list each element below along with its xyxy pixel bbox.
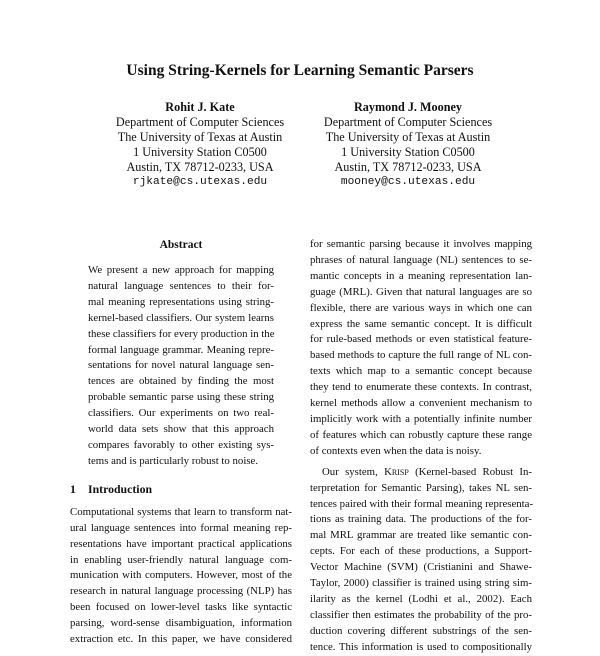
abstract-heading: Abstract — [159, 239, 203, 251]
body-line: mal MRL grammar are treated like semantic con- — [310, 529, 532, 542]
body-line: texts which map to a semantic concept because — [310, 365, 532, 378]
author-address-2: Austin, TX 78712-0233, USA — [334, 160, 482, 174]
section-number: 1 — [70, 481, 76, 496]
author-univ: The University of Texas at Austin — [325, 130, 491, 144]
body-line: Taylor, 2000) classifier is trained using string sim- — [310, 577, 532, 590]
author-address-2: Austin, TX 78712-0233, USA — [126, 160, 274, 174]
abstract-line: these classifiers for every production in the — [88, 327, 275, 340]
body-line: express the same semantic concept. It is difficult — [310, 317, 532, 330]
body-line: tence. This information is used to compositionally — [310, 640, 532, 653]
intro-line: Computational systems that learn to transform nat- — [70, 505, 292, 518]
abstract-line: tences are obtained by finding the most — [88, 375, 274, 388]
author-dept: Department of Computer Sciences — [115, 115, 285, 129]
paragraph — [310, 465, 532, 656]
body-line: of contexts even when the data is noisy. — [310, 444, 482, 457]
abstract-line: world data sets show that this approach — [88, 423, 274, 436]
body-line: based methods to capture the full range of NL con- — [310, 349, 532, 362]
author-address-1: 1 University Station C0500 — [341, 145, 475, 159]
author-univ: The University of Texas at Austin — [117, 130, 283, 144]
text-fragment: (Kernel-based Robust In- — [408, 465, 532, 478]
intro-line: research in natural language processing (NLP) has — [70, 585, 292, 598]
intro-line: munication with computers. However, most of the — [70, 569, 292, 582]
body-line: for semantic parsing because it involves mapping — [310, 238, 532, 250]
author-email: rjkate@cs.utexas.edu — [132, 176, 268, 188]
body-line: classifier then estimates the probability of the pro- — [310, 608, 532, 621]
left-column — [70, 237, 292, 648]
body-line: terpretation for Semantic Parsing), takes NL sen- — [310, 481, 532, 494]
body-line: of features which can robustly capture these range — [310, 428, 532, 441]
abstract-line: classifiers. Our experiments on two real- — [88, 407, 274, 420]
intro-line: resentations have important practical applications — [70, 537, 292, 550]
intro-line: ural language sentences into formal meaning rep- — [70, 521, 292, 534]
body-line: phrases of natural language (NL) sentences to se- — [310, 253, 532, 266]
section-heading-introduction — [70, 481, 292, 497]
abstract-line: sentations for novel natural language sen- — [88, 359, 274, 372]
body-line: tences paired with their formal meaning representa- — [310, 497, 534, 510]
introduction-text — [70, 505, 292, 648]
abstract-line: natural language sentences to their for- — [88, 279, 274, 292]
intro-line: extraction etc. In this paper, we have considered — [70, 633, 292, 646]
body-line: for rule-based methods or even statistical feature- — [310, 333, 532, 346]
body-line: duction covering different substrings of the sen- — [310, 624, 532, 637]
abstract-line: We present a new approach for mapping — [88, 264, 274, 276]
paragraph — [310, 237, 532, 460]
intro-line: in enabling user-friendly natural language com- — [70, 553, 292, 566]
body-line: flexible, there are various ways in which one can — [310, 301, 532, 314]
body-line: mantic concepts in a meaning representation lan- — [310, 269, 532, 282]
author-email: mooney@cs.utexas.edu — [340, 176, 476, 188]
abstract-line: tems and is particularly robust to noise. — [88, 454, 259, 467]
body-line: implicitly work with a potentially infinite number — [310, 412, 532, 425]
author-name: Rohit J. Kate — [165, 100, 235, 114]
right-column — [310, 237, 532, 656]
body-line: kernel methods allow a convenient mechanism to — [310, 397, 532, 410]
abstract-line: probable semantic parse using these string — [88, 391, 274, 404]
abstract-line: mal meaning representations using string- — [88, 295, 274, 308]
abstract-line: formal language grammar. Meaning repre- — [88, 343, 274, 356]
abstract-text — [88, 263, 274, 470]
body-line — [310, 465, 532, 481]
intro-line: parsing, word-sense disambiguation, information — [70, 617, 292, 630]
body-line: Vector Machine (SVM) (Cristianini and Shawe- — [310, 561, 532, 574]
section-title: Introduction — [88, 481, 153, 496]
author-block-2 — [298, 100, 518, 190]
text-fragment: Our system, — [322, 465, 385, 478]
system-name: Krisp — [384, 465, 409, 478]
intro-line: been focused on lower-level tasks like syntactic — [70, 601, 292, 614]
abstract-line: kernel-based classifiers. Our system learns — [88, 311, 274, 324]
body-line: tions as training data. The productions of the for- — [310, 513, 532, 526]
author-address-1: 1 University Station C0500 — [133, 145, 267, 159]
abstract-line: compares favorably to other existing sys- — [88, 438, 274, 451]
body-line: ilarity as the kernel (Lodhi et al., 2002). Each — [310, 592, 532, 605]
body-line: cepts. For each of these productions, a Support- — [310, 545, 532, 558]
paper-title: Using String-Kernels for Learning Semantic Parsers — [126, 62, 474, 79]
body-line: they tend to enumerate these contexts. In contrast, — [310, 381, 532, 394]
author-name: Raymond J. Mooney — [354, 100, 462, 114]
author-dept: Department of Computer Sciences — [323, 115, 493, 129]
author-block-1 — [90, 100, 310, 190]
body-line: guage (MRL). Given that natural languages are so — [310, 285, 532, 298]
